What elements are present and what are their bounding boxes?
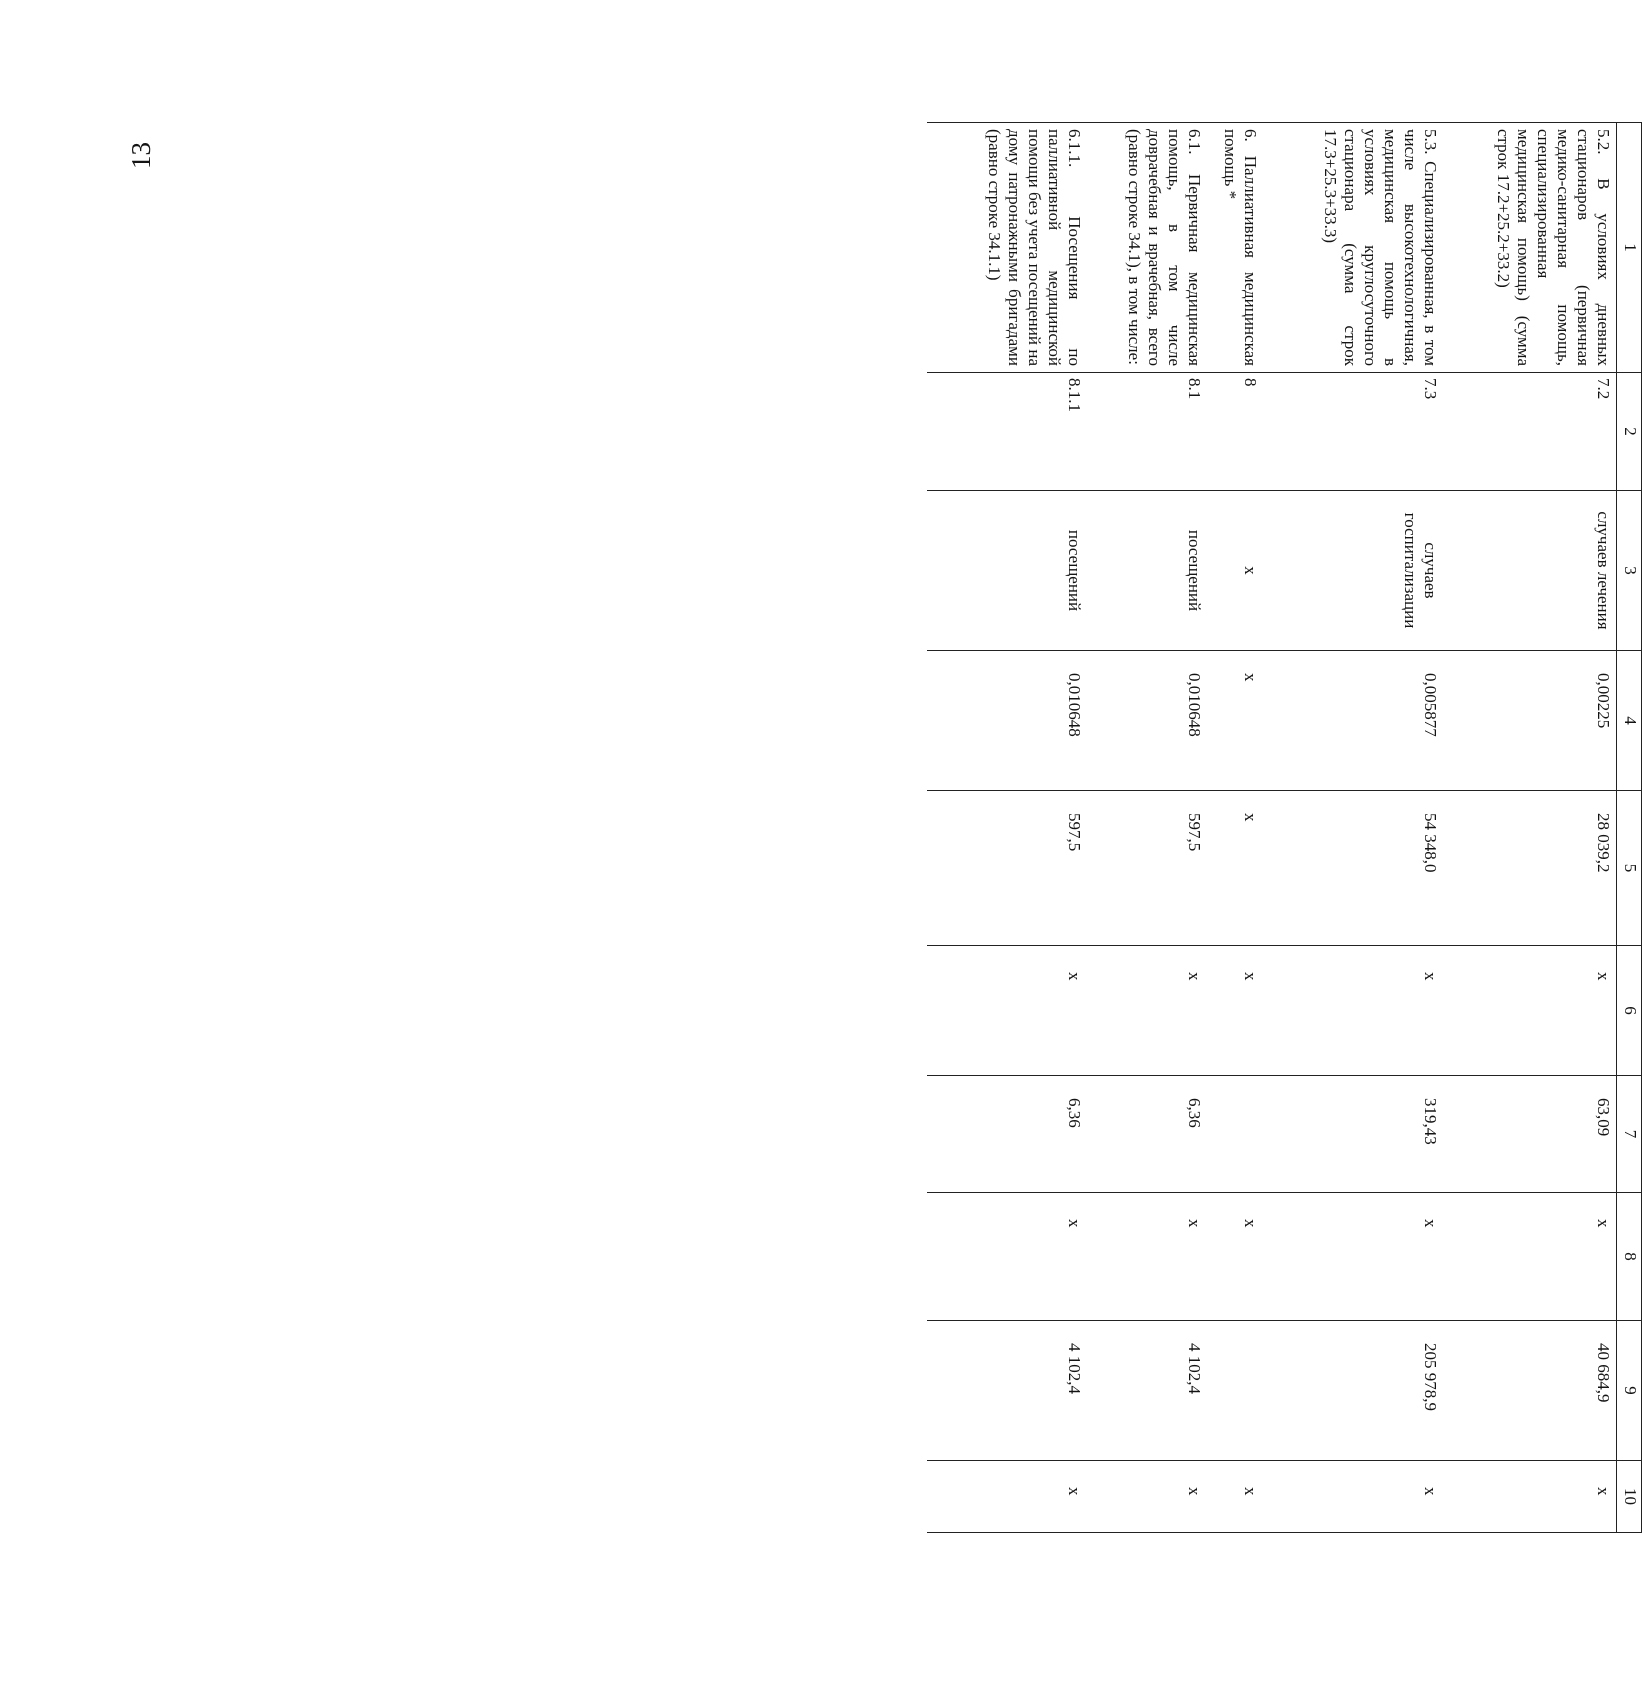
cell-col9 <box>1208 1321 1264 1461</box>
col-header-8: 8 <box>1617 1193 1642 1321</box>
row-unit: посещений <box>1088 491 1208 651</box>
cell-col4: 0,005877 <box>1264 651 1444 791</box>
cell-col6: х <box>928 946 1088 1076</box>
cell-col6: х <box>1444 946 1617 1076</box>
col-header-10: 10 <box>1617 1461 1642 1533</box>
cell-col4: х <box>1208 651 1264 791</box>
row-name: 6.1. Первичная медицинская помощь, в том числе доврачебная и врачебная, всего (равно строке 34.1), в том числе: <box>1088 123 1208 373</box>
cell-col7: 6,36 <box>1088 1076 1208 1193</box>
header-row <box>1617 123 1642 1533</box>
cell-col6: х <box>1264 946 1444 1076</box>
rotated-table-container <box>792 122 1642 1532</box>
row-unit: посещений <box>928 491 1088 651</box>
row-name: 6. Паллиативная медицинская помощь * <box>1208 123 1264 373</box>
cell-col8: х <box>928 1193 1088 1321</box>
cell-col7 <box>1208 1076 1264 1193</box>
row-code: 8.1.1 <box>928 373 1088 491</box>
cell-col6: х <box>1208 946 1264 1076</box>
tariff-table <box>928 122 1642 1533</box>
table-row <box>1444 123 1617 1533</box>
row-unit: случаев госпитализации <box>1264 491 1444 651</box>
cell-col6: х <box>1088 946 1208 1076</box>
cell-col7: 319,43 <box>1264 1076 1444 1193</box>
col-header-3: 3 <box>1617 491 1642 651</box>
row-code: 7.3 <box>1264 373 1444 491</box>
cell-col9: 4 102,4 <box>928 1321 1088 1461</box>
row-name: 6.1.1. Посещения по паллиативной медицинской помощи без учета посещений на дому патронажными бригадами (равно строке 34.1.1) <box>928 123 1088 373</box>
cell-col7: 63,09 <box>1444 1076 1617 1193</box>
col-header-2: 2 <box>1617 373 1642 491</box>
cell-col9: 4 102,4 <box>1088 1321 1208 1461</box>
cell-col8: х <box>1208 1193 1264 1321</box>
cell-col4: 0,010648 <box>1088 651 1208 791</box>
row-code: 8 <box>1208 373 1264 491</box>
cell-col10: х <box>1264 1461 1444 1533</box>
row-code: 7.2 <box>1444 373 1617 491</box>
cell-col8: х <box>1088 1193 1208 1321</box>
col-header-9: 9 <box>1617 1321 1642 1461</box>
cell-col10: х <box>1088 1461 1208 1533</box>
col-header-6: 6 <box>1617 946 1642 1076</box>
cell-col8: х <box>1444 1193 1617 1321</box>
cell-col10: х <box>1444 1461 1617 1533</box>
row-unit: случаев лечения <box>1444 491 1617 651</box>
row-name: 5.2. В условиях дневных стационаров (первичная медико-санитарная помощь, специализированная медицинская помощь) (сумма строк 17.2+25.2+33.2) <box>1444 123 1617 373</box>
table-row <box>1208 123 1264 1533</box>
col-header-7: 7 <box>1617 1076 1642 1193</box>
cell-col5: х <box>1208 791 1264 946</box>
table-row <box>1264 123 1444 1533</box>
cell-col5: 597,5 <box>1088 791 1208 946</box>
cell-col9: 40 684,9 <box>1444 1321 1617 1461</box>
table-row <box>928 123 1088 1533</box>
cell-col4: 0,00225 <box>1444 651 1617 791</box>
row-unit: х <box>1208 491 1264 651</box>
cell-col5: 597,5 <box>928 791 1088 946</box>
row-code: 8.1 <box>1088 373 1208 491</box>
col-header-4: 4 <box>1617 651 1642 791</box>
cell-col4: 0,010648 <box>928 651 1088 791</box>
col-header-1: 1 <box>1617 123 1642 373</box>
cell-col9: 205 978,9 <box>1264 1321 1444 1461</box>
cell-col5: 54 348,0 <box>1264 791 1444 946</box>
table-row <box>1088 123 1208 1533</box>
page-number: 13 <box>126 142 156 169</box>
cell-col10: х <box>1208 1461 1264 1533</box>
cell-col5: 28 039,2 <box>1444 791 1617 946</box>
row-name: 5.3. Специализированная, в том числе высокотехнологичная, медицинская помощь в условиях круглосуточного стационара (сумма строк 17.3+25.3+33.3) <box>1264 123 1444 373</box>
cell-col8: х <box>1264 1193 1444 1321</box>
cell-col7: 6,36 <box>928 1076 1088 1193</box>
col-header-5: 5 <box>1617 791 1642 946</box>
cell-col10: х <box>928 1461 1088 1533</box>
